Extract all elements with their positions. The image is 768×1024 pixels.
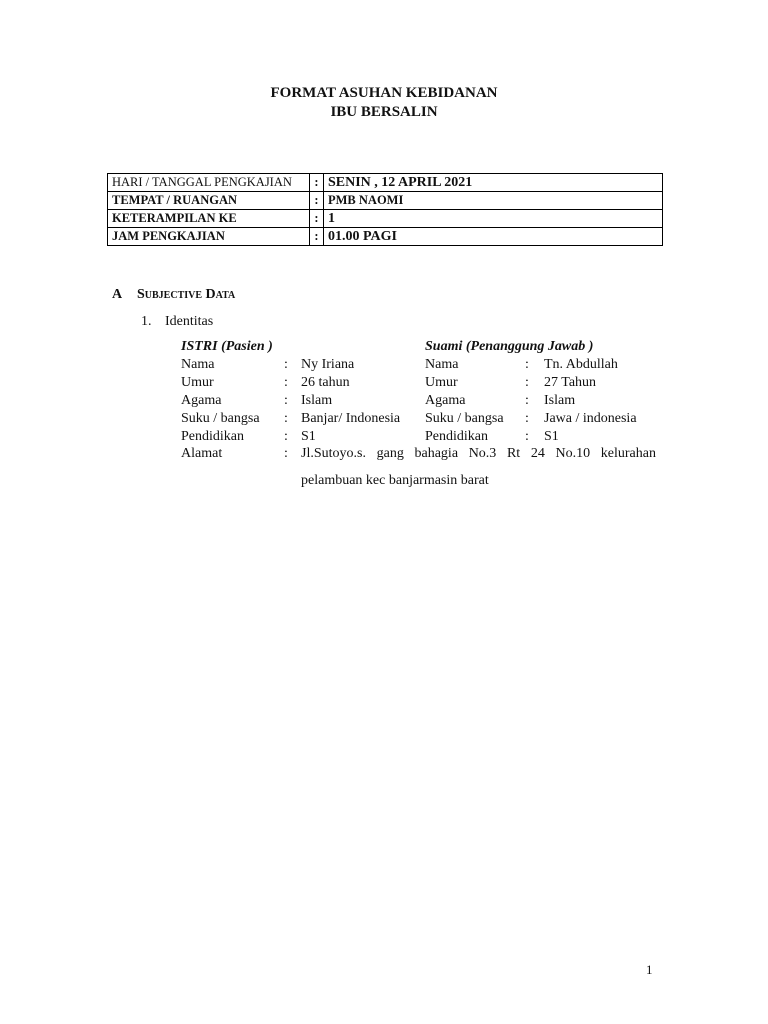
info-colon: : <box>310 210 324 228</box>
alamat-line-1: Jl.Sutoyo.s. gang bahagia No.3 Rt 24 No.10 kelurahan <box>301 446 656 461</box>
document-subtitle: IBU BERSALIN <box>330 104 438 120</box>
alamat-line-2: pelambuan kec banjarmasin barat <box>301 473 489 488</box>
suami-value: 27 Tahun <box>544 375 597 390</box>
suami-label: Nama <box>425 357 459 372</box>
istri-label: Pendidikan <box>181 429 244 444</box>
istri-value: 26 tahun <box>301 375 350 390</box>
info-label: KETERAMPILAN KE <box>108 210 310 228</box>
table-row <box>108 174 663 192</box>
istri-label: Alamat <box>181 446 223 461</box>
istri-colon: : <box>284 411 288 426</box>
istri-value: Islam <box>301 393 333 408</box>
istri-label: Suku / bangsa <box>181 411 260 426</box>
suami-value: Islam <box>544 393 576 408</box>
istri-colon: : <box>284 357 288 372</box>
suami-label: Pendidikan <box>425 429 488 444</box>
istri-label: Nama <box>181 357 215 372</box>
suami-label: Suku / bangsa <box>425 411 504 426</box>
page-number: 1 <box>646 962 653 977</box>
info-table <box>107 173 663 246</box>
suami-colon: : <box>525 393 529 408</box>
info-value: 01.00 PAGI <box>324 228 663 246</box>
istri-label: Agama <box>181 393 222 408</box>
suami-colon: : <box>525 357 529 372</box>
suami-value: Tn. Abdullah <box>544 357 618 372</box>
suami-value: S1 <box>544 429 559 444</box>
suami-label: Agama <box>425 393 466 408</box>
info-value: PMB NAOMI <box>324 192 663 210</box>
section-letter: A <box>112 287 123 302</box>
table-row <box>108 192 663 210</box>
suami-colon: : <box>525 411 529 426</box>
info-value: 1 <box>324 210 663 228</box>
info-colon: : <box>310 174 324 192</box>
istri-value: Banjar/ Indonesia <box>301 411 401 426</box>
section-title: Subjective Data <box>137 287 236 302</box>
istri-colon: : <box>284 429 288 444</box>
istri-colon: : <box>284 446 288 461</box>
table-row <box>108 228 663 246</box>
info-label: HARI / TANGGAL PENGKAJIAN <box>108 174 310 192</box>
suami-value: Jawa / indonesia <box>544 411 637 426</box>
table-row <box>108 210 663 228</box>
info-colon: : <box>310 192 324 210</box>
info-value: SENIN , 12 APRIL 2021 <box>324 174 663 192</box>
istri-colon: : <box>284 375 288 390</box>
info-label: JAM PENGKAJIAN <box>108 228 310 246</box>
item-label: Identitas <box>165 314 214 329</box>
document-title: FORMAT ASUHAN KEBIDANAN <box>270 85 498 101</box>
suami-header: Suami (Penanggung Jawab ) <box>425 339 594 354</box>
istri-value: S1 <box>301 429 316 444</box>
info-colon: : <box>310 228 324 246</box>
istri-colon: : <box>284 393 288 408</box>
info-label: TEMPAT / RUANGAN <box>108 192 310 210</box>
suami-colon: : <box>525 375 529 390</box>
suami-label: Umur <box>425 375 458 390</box>
istri-value: Ny Iriana <box>301 357 355 372</box>
istri-header: ISTRI (Pasien ) <box>181 339 273 354</box>
suami-colon: : <box>525 429 529 444</box>
istri-label: Umur <box>181 375 214 390</box>
item-number: 1. <box>141 314 152 329</box>
